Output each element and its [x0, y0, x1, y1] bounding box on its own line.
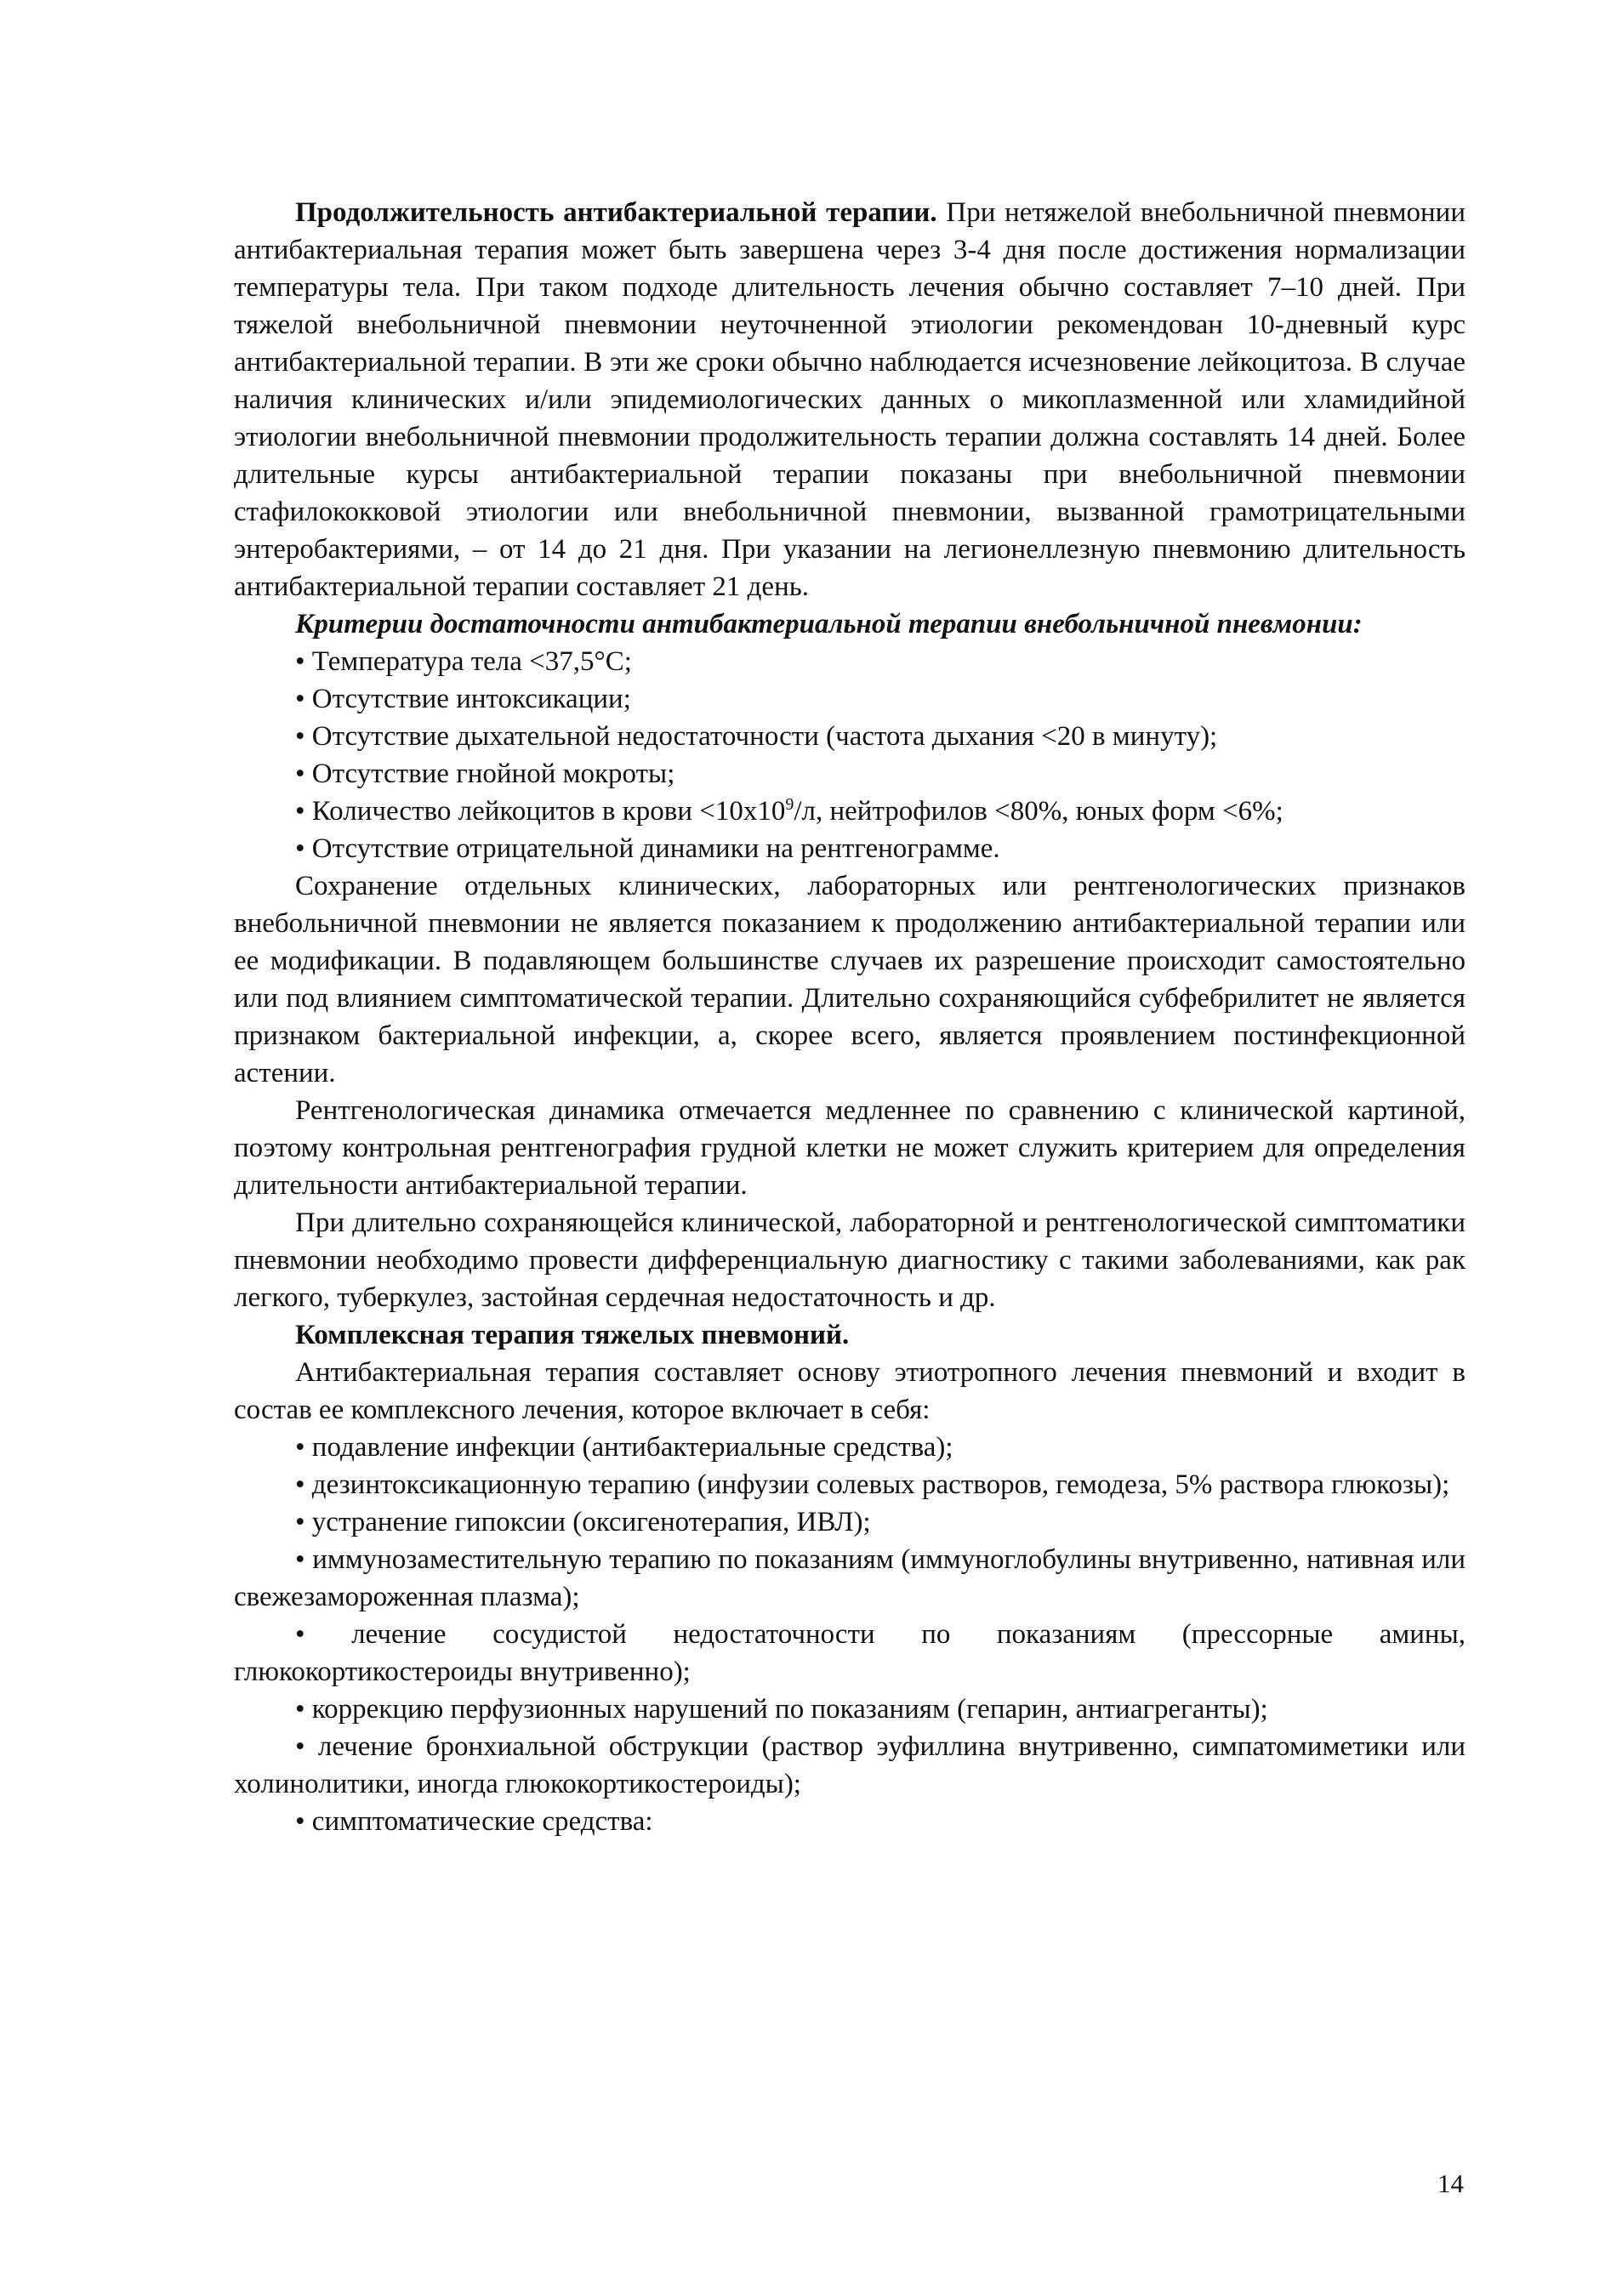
complex-item-hypoxia: • устранение гипоксии (оксигенотерапия, ИВЛ); [295, 1507, 871, 1537]
leukocytes-exponent: 9 [785, 795, 794, 814]
criteria-item-respiratory: • Отсутствие дыхательной недостаточности (частота дыхания <20 в минуту); [295, 721, 1218, 752]
complex-item-symptomatic: • симптоматические средства: [295, 1806, 653, 1837]
complex-therapy-heading-text: Комплексная терапия тяжелых пневмоний. [295, 1320, 850, 1350]
criteria-heading [234, 605, 1465, 643]
complex-therapy-heading [234, 1316, 1465, 1354]
criteria-item-sputum: • Отсутствие гнойной мокроты; [295, 759, 675, 789]
complex-item-detox: • дезинтоксикационную терапию (инфузии солевых растворов, гемодеза, 5% раствора глюкозы); [295, 1469, 1450, 1500]
complex-item-immuno: • иммунозаместительную терапию по показаниям (иммуноглобулины внутривенно, нативная или свежезамороженная плазма); [234, 1544, 1465, 1612]
criteria-heading-text: Критерии достаточности антибактериальной терапии внебольничной пневмонии: [295, 609, 1363, 639]
duration-paragraph [234, 194, 1465, 605]
duration-text: При нетяжелой внебольничной пневмонии антибактериальная терапия может быть завершена через 3-4 дня после достижения нормализации температуры тела. При таком подходе длительность лечения обычно составляет 7–10 дней. При тяжелой внебольничной пневмонии неуточненной этиологии рекомендован 10-дневный курс антибактериальной терапии. В эти же сроки обычно наблюдается исчезновение лейкоцитоза. В случае наличия клинических и/или эпидемиологических данных о микоплазменной или хламидийной этиологии внебольничной пневмонии продолжительность терапии должна составлять 14 дней. Более длительные курсы антибактериальной терапии показаны при внебольничной пневмонии стафилококковой этиологии или внебольничной пневмонии, вызванной грамотрицательными энтеробактериями, – от 14 до 21 дня. При указании на легионеллезную пневмонию длительность антибактериальной терапии составляет 21 день. [234, 197, 1465, 602]
criteria-item-temperature: • Температура тела <37,5°С; [295, 646, 632, 677]
leukocytes-text-before: • Количество лейкоцитов в крови <10x10 [295, 796, 786, 827]
page-content [234, 194, 1465, 1840]
criteria-item-xray: • Отсутствие отрицательной динамики на рентгенограмме. [295, 833, 1000, 864]
complex-item-infection: • подавление инфекции (антибактериальные средства); [295, 1432, 953, 1463]
leukocytes-text-after: /л, нейтрофилов <80%, юных форм <6%; [794, 796, 1283, 827]
paragraph-differential-diagnosis: При длительно сохраняющейся клинической, лабораторной и рентгенологической симптоматики пневмонии необходимо провести дифференциальную диагностику с такими заболеваниями, как рак легкого, туберкулез, застойная сердечная недостаточность и др. [234, 1208, 1465, 1313]
duration-heading: Продолжительность антибактериальной терапии. [295, 197, 937, 228]
complex-item-bronchial: • лечение бронхиальной обструкции (раствор эуфиллина внутривенно, симпатомиметики или холинолитики, иногда глюкокортикостероиды); [234, 1731, 1465, 1799]
page-number: 14 [1437, 2168, 1464, 2198]
criteria-item-leukocytes [234, 793, 1465, 830]
paragraph-signs-persistence: Сохранение отдельных клинических, лабораторных или рентгенологических признаков внебольничной пневмонии не является показанием к продолжению антибактериальной терапии или ее модификации. В подавляющем большинстве случаев их разрешение происходит самостоятельно или под влиянием симптоматической терапии. Длительно сохраняющийся субфебрилитет не является признаком бактериальной инфекции, а, скорее всего, является проявлением постинфекционной астении. [234, 871, 1465, 1088]
criteria-item-intoxication: • Отсутствие интоксикации; [295, 684, 631, 714]
paragraph-xray-dynamics: Рентгенологическая динамика отмечается медленнее по сравнению с клинической картиной, поэтому контрольная рентгенография грудной клетки не может служить критерием для определения длительности антибактериальной терапии. [234, 1095, 1465, 1201]
complex-therapy-intro: Антибактериальная терапия составляет основу этиотропного лечения пневмоний и входит в состав ее комплексного лечения, которое включает в себя: [234, 1357, 1465, 1425]
complex-item-vascular: • лечение сосудистой недостаточности по показаниям (прессорные амины, глюкокортикостероиды внутривенно); [234, 1619, 1465, 1687]
complex-item-perfusion: • коррекцию перфузионных нарушений по показаниям (гепарин, антиагреганты); [295, 1694, 1268, 1725]
